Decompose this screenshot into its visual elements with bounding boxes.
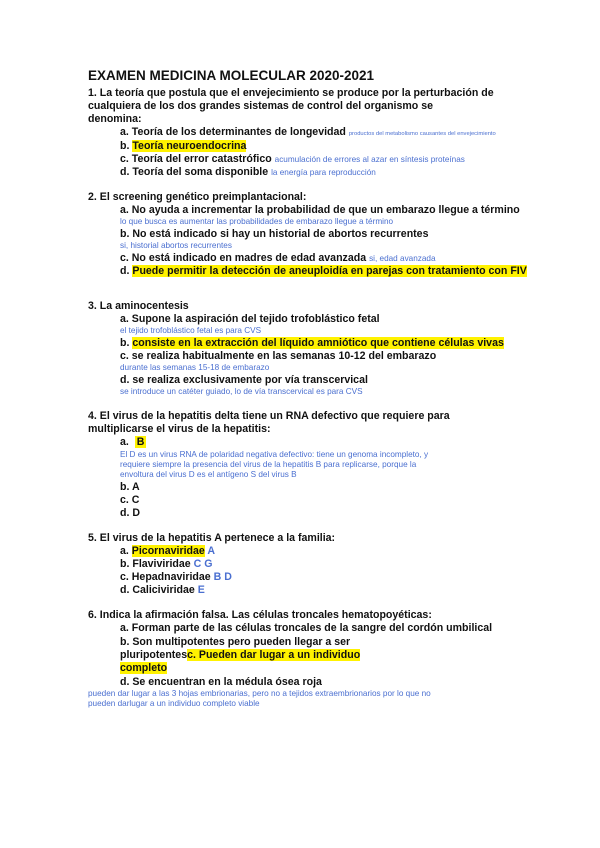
question-text: 3. La aminocentesis: [88, 300, 189, 312]
option-c: c. Hepadnaviridae B D: [120, 571, 232, 583]
option-a: a. Forman parte de las células troncales de la sangre del cordón umbilical: [120, 622, 493, 634]
highlighted-answer: B: [136, 436, 145, 448]
option-c: c. C: [120, 494, 140, 506]
option-a: a. Picornaviridae A: [120, 545, 216, 557]
annotation: durante las semanas 15-18 de embarazo: [120, 363, 270, 372]
annotation: pueden dar lugar a las 3 hojas embrionarias, pero no a tejidos extraembrionarios por lo que no: [88, 689, 431, 698]
option-d: d. Caliciviridae E: [120, 584, 205, 596]
option-b: b. A: [120, 481, 140, 493]
option-a: a. Supone la aspiración del tejido trofoblástico fetal: [120, 313, 380, 325]
annotation: se introduce un catéter guiado, lo de vía transcervical es para CVS: [120, 387, 363, 396]
annotation: El D es un virus RNA de polaridad negativa defectivo: tiene un genoma incompleto, y: [120, 450, 429, 459]
highlighted-answer: c. Pueden dar lugar a un individuo: [187, 649, 361, 661]
option-d: d. se realiza exclusivamente por vía transcervical: [120, 374, 368, 386]
annotation: pueden darlugar a un individuo completo viable: [88, 699, 260, 708]
option-c: c. No está indicado en madres de edad avanzada si, edad avanzada: [120, 252, 436, 264]
annotation: productos del metabolismo causantes del envejecimiento: [348, 131, 496, 137]
option-a: a. No ayuda a incrementar la probabilidad de que un embarazo llegue a término: [120, 204, 520, 216]
option-a: a. B: [120, 436, 145, 448]
option-c: c. se realiza habitualmente en las semanas 10-12 del embarazo: [120, 350, 437, 362]
option-b: b. Flaviviridae C G: [120, 558, 213, 570]
annotation: A: [207, 545, 216, 557]
highlighted-answer: completo: [120, 662, 168, 674]
annotation: acumulación de errores al azar en síntesis proteínas: [274, 155, 465, 164]
annotation: requiere siempre la presencia del virus de la hepatitis B para replicarse, porque la: [120, 460, 417, 469]
annotation: lo que busca es aumentar las probabilidades de embarazo llegue a término: [120, 217, 394, 226]
option-d: d. D: [120, 507, 141, 519]
option-a: a. Teoría de los determinantes de longevidad productos del metabolismo causantes del envejecimiento: [120, 126, 496, 138]
option-d: d. Teoría del soma disponible la energía para reproducción: [120, 166, 376, 178]
annotation: B D: [213, 571, 232, 583]
annotation: si, edad avanzada: [369, 254, 436, 263]
option-b: b. consiste en la extracción del líquido amniótico que contiene células vivas: [120, 337, 504, 349]
option-d: d. Se encuentran en la médula ósea roja: [120, 676, 322, 688]
option-b: b. Son multipotentes pero pueden llegar a ser: [120, 636, 351, 648]
annotation: el tejido trofoblástico fetal es para CVS: [120, 326, 262, 335]
option-c: c. Teoría del error catastrófico acumulación de errores al azar en síntesis proteínas: [120, 153, 465, 165]
question-text: denomina:: [88, 113, 142, 125]
option-b: b. Teoría neuroendocrina: [120, 140, 247, 152]
annotation: E: [197, 584, 205, 596]
option-b-continued: pluripotentesc. Pueden dar lugar a un individuo: [120, 649, 361, 661]
question-text: 4. El virus de la hepatitis delta tiene un RNA defectivo que requiere para: [88, 410, 450, 422]
question-text: cualquiera de los dos grandes sistemas de control del organismo se: [88, 100, 433, 112]
question-text: 2. El screening genético preimplantacional:: [88, 191, 307, 203]
annotation: C G: [193, 558, 213, 570]
option-d: d. Puede permitir la detección de aneuploidía en parejas con tratamiento con FIV: [120, 265, 527, 277]
highlighted-answer: Teoría neuroendocrina: [132, 140, 247, 152]
question-text: 6. Indica la afirmación falsa. Las células troncales hematopoyéticas:: [88, 609, 432, 621]
highlighted-answer: Picornaviridae: [131, 545, 205, 557]
annotation: si, historial abortos recurrentes: [120, 241, 232, 250]
question-text: 1. La teoría que postula que el envejecimiento se produce por la perturbación de: [88, 87, 494, 99]
page-title: EXAMEN MEDICINA MOLECULAR 2020-2021: [88, 68, 375, 83]
question-text: 5. El virus de la hepatitis A pertenece a la familia:: [88, 532, 336, 544]
option-b: b. No está indicado si hay un historial de abortos recurrentes: [120, 228, 429, 240]
annotation: la energía para reproducción: [271, 168, 376, 177]
option-c-continued: [120, 662, 167, 675]
question-text: multiplicarse el virus de la hepatitis:: [88, 423, 271, 435]
highlighted-answer: consiste en la extracción del líquido amniótico que contiene células vivas: [132, 337, 504, 349]
highlighted-answer: Puede permitir la detección de aneuploidía en parejas con tratamiento con FIV: [132, 265, 527, 277]
annotation: envoltura del virus D es el antígeno S del virus B: [120, 470, 297, 479]
